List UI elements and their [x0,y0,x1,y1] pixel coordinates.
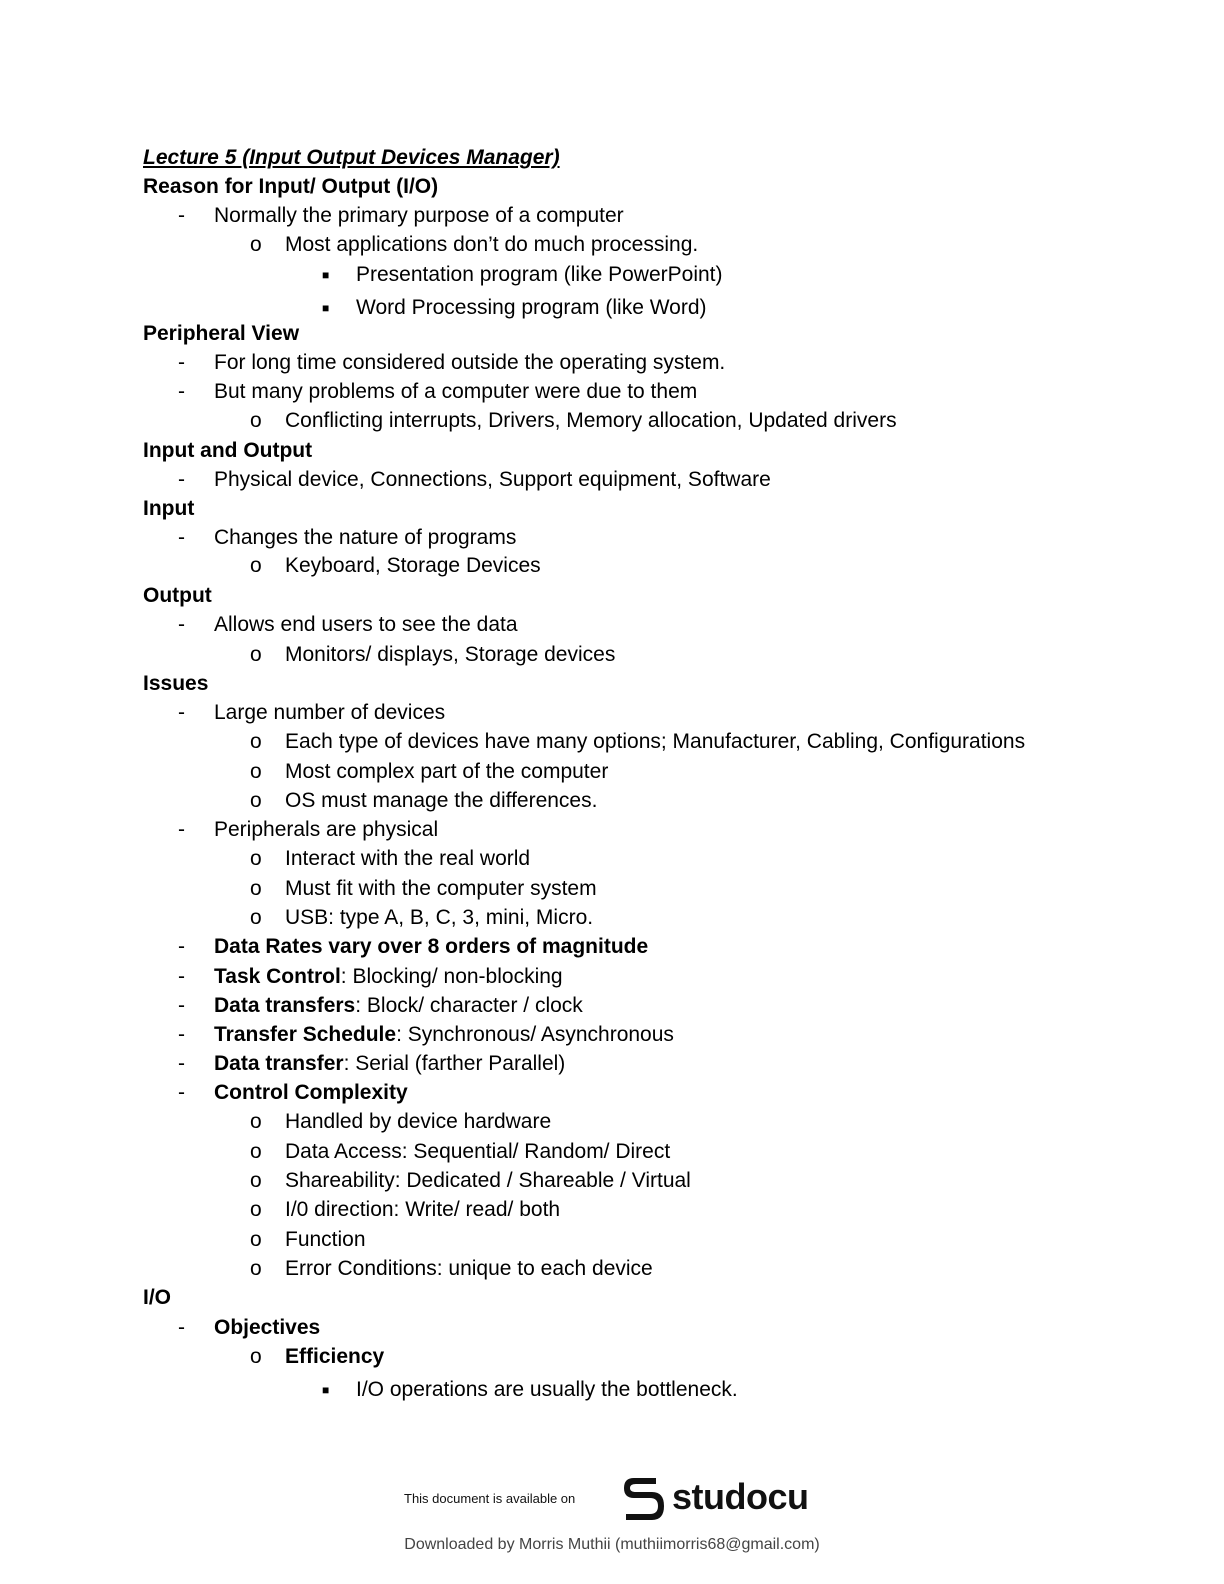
section-heading-input-output: Input and Output [143,439,313,462]
list-item: Large number of devices [214,701,446,724]
list-item: Word Processing program (like Word) [356,296,707,319]
square-bullet: ■ [322,301,330,315]
dash-bullet: - [178,613,185,636]
footer-available-text: This document is available on [404,1491,576,1506]
circle-bullet: o [250,554,262,577]
list-item: Most complex part of the computer [285,760,609,783]
dash-bullet: - [178,351,185,374]
circle-bullet: o [250,847,262,870]
dash-bullet: - [178,701,185,724]
circle-bullet: o [250,1198,262,1221]
footer-downloaded-text: Downloaded by Morris Muthii (muthiimorris68@gmail.com) [404,1536,820,1553]
term-value: : Block/ character / clock [355,994,583,1017]
term-value: : Synchronous/ Asynchronous [396,1023,674,1046]
circle-bullet: o [250,760,262,783]
dash-bullet: - [178,965,185,988]
circle-bullet: o [250,1169,262,1192]
list-item [214,1052,565,1076]
circle-bullet: o [250,409,262,432]
list-item: Must fit with the computer system [285,877,597,900]
list-item: Function [285,1228,366,1251]
list-item: OS must manage the differences. [285,789,598,812]
list-item: Normally the primary purpose of a computer [214,204,624,227]
list-item: Efficiency [285,1345,385,1368]
list-item: Data Rates vary over 8 orders of magnitude [214,935,649,958]
term-label: Transfer Schedule [214,1023,397,1046]
dash-bullet: - [178,1052,185,1075]
dash-bullet: - [178,468,185,491]
circle-bullet: o [250,877,262,900]
section-heading-output: Output [143,584,212,607]
circle-bullet: o [250,1257,262,1280]
section-heading-reason: Reason for Input/ Output (I/O) [143,175,439,198]
studocu-brand: studocu [672,1476,809,1517]
list-item: Control Complexity [214,1081,408,1104]
section-heading-issues: Issues [143,672,209,695]
page-title: Lecture 5 (Input Output Devices Manager) [143,146,560,169]
list-item: Interact with the real world [285,847,531,870]
list-item: Data Access: Sequential/ Random/ Direct [285,1140,671,1163]
studocu-s-icon [620,1474,666,1522]
list-item: Handled by device hardware [285,1110,552,1133]
circle-bullet: o [250,1110,262,1133]
term-label: Data transfers [214,994,356,1017]
list-item: For long time considered outside the operating system. [214,351,726,374]
dash-bullet: - [178,526,185,549]
section-heading-io: I/O [143,1286,172,1309]
square-bullet: ■ [322,1383,330,1397]
studocu-logo[interactable] [620,1474,810,1522]
list-item: Changes the nature of programs [214,526,517,549]
circle-bullet: o [250,789,262,812]
dash-bullet: - [178,994,185,1017]
circle-bullet: o [250,233,262,256]
dash-bullet: - [178,1023,185,1046]
dash-bullet: - [178,1081,185,1104]
list-item: Peripherals are physical [214,818,439,841]
term-value: : Serial (farther Parallel) [343,1052,566,1075]
circle-bullet: o [250,1345,262,1368]
section-heading-input: Input [143,497,195,520]
list-item: I/O operations are usually the bottleneck. [356,1378,738,1401]
term-label: Task Control [214,965,341,988]
list-item: Error Conditions: unique to each device [285,1257,653,1280]
list-item: But many problems of a computer were due to them [214,380,698,403]
circle-bullet: o [250,906,262,929]
list-item: Each type of devices have many options; Manufacturer, Cabling, Configurations [285,730,1026,753]
dash-bullet: - [178,204,185,227]
list-item: Allows end users to see the data [214,613,518,636]
dash-bullet: - [178,380,185,403]
dash-bullet: - [178,935,185,958]
dash-bullet: - [178,1316,185,1339]
list-item: Physical device, Connections, Support equipment, Software [214,468,771,491]
list-item: Presentation program (like PowerPoint) [356,263,723,286]
term-value: : Blocking/ non-blocking [340,965,563,988]
list-item: Objectives [214,1316,321,1339]
dash-bullet: - [178,818,185,841]
list-item [214,994,583,1018]
square-bullet: ■ [322,268,330,282]
list-item: Keyboard, Storage Devices [285,554,541,577]
list-item: USB: type A, B, C, 3, mini, Micro. [285,906,594,929]
list-item [214,1023,674,1047]
circle-bullet: o [250,643,262,666]
term-label: Data transfer [214,1052,344,1075]
list-item: I/0 direction: Write/ read/ both [285,1198,561,1221]
section-heading-peripheral: Peripheral View [143,322,300,345]
list-item: Conflicting interrupts, Drivers, Memory allocation, Updated drivers [285,409,897,432]
list-item: Monitors/ displays, Storage devices [285,643,616,666]
circle-bullet: o [250,1228,262,1251]
list-item [214,965,563,989]
list-item: Shareability: Dedicated / Shareable / Virtual [285,1169,691,1192]
circle-bullet: o [250,1140,262,1163]
circle-bullet: o [250,730,262,753]
list-item: Most applications don’t do much processing. [285,233,699,256]
